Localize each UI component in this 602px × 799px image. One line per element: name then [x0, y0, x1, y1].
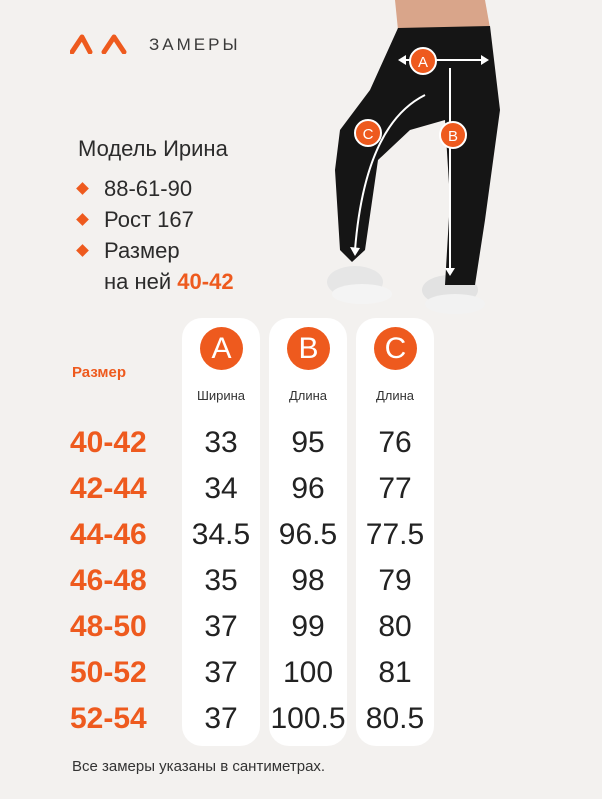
cell-a: 37: [204, 656, 238, 689]
cell-b: 96.5: [278, 518, 338, 551]
column-b-card: [269, 318, 347, 746]
cell-a: 37: [204, 702, 238, 735]
marker-a-icon: [410, 48, 436, 74]
column-c-header: Длина: [375, 388, 415, 403]
column-b-header: Длина: [288, 388, 328, 403]
cell-a: 34: [204, 472, 238, 505]
size-column-header: Размер: [72, 364, 127, 381]
footer-note: Все замеры указаны в сантиметрах.: [72, 758, 326, 775]
cell-c: 80.5: [365, 702, 425, 735]
size-label: 48-50: [70, 610, 147, 643]
page-title: ЗАМЕРЫ: [149, 35, 241, 54]
model-size: Размер на ней 40-42: [78, 235, 234, 297]
cell-b: 96: [291, 472, 325, 505]
badge-a: A: [200, 327, 243, 370]
cell-c: 76: [378, 426, 412, 459]
cell-c: 80: [378, 610, 412, 643]
size-label: 52-54: [70, 702, 147, 735]
model-size-value: 40-42: [177, 269, 234, 294]
svg-text:C: C: [362, 126, 374, 143]
cell-b: 95: [291, 426, 325, 459]
svg-text:B: B: [447, 128, 459, 145]
marker-b-icon: [440, 122, 466, 148]
size-label: 50-52: [70, 656, 147, 689]
size-label: 44-46: [70, 518, 147, 551]
column-a-header: Ширина: [196, 388, 246, 403]
product-photo: [300, 0, 602, 330]
cell-a: 37: [204, 610, 238, 643]
cell-c: 81: [378, 656, 412, 689]
size-label: 42-44: [70, 472, 147, 505]
svg-text:A: A: [417, 54, 429, 71]
cell-c: 77: [378, 472, 412, 505]
column-a-card: [182, 318, 260, 746]
diamond-bullet-icon: [76, 213, 89, 226]
cell-b: 100.5: [270, 702, 346, 735]
badge-c: C: [374, 327, 417, 370]
cell-b: 100: [282, 656, 334, 689]
size-column: [70, 420, 147, 742]
brand-logo-icon: [70, 34, 128, 54]
size-label: 46-48: [70, 564, 147, 597]
model-details: [78, 173, 234, 297]
marker-c-icon: [355, 120, 381, 146]
size-label: 40-42: [70, 426, 147, 459]
cell-a: 34.5: [191, 518, 251, 551]
diamond-bullet-icon: [76, 244, 89, 257]
diamond-bullet-icon: [76, 182, 89, 195]
cell-b: 99: [291, 610, 325, 643]
column-c-card: [356, 318, 434, 746]
cell-b: 98: [291, 564, 325, 597]
model-name: Модель Ирина: [78, 136, 228, 161]
cell-c: 79: [378, 564, 412, 597]
cell-a: 35: [204, 564, 238, 597]
model-height: Рост 167: [78, 204, 234, 235]
badge-b: B: [287, 327, 330, 370]
cell-a: 33: [204, 426, 238, 459]
cell-c: 77.5: [365, 518, 425, 551]
model-measurements: 88-61-90: [78, 173, 234, 204]
